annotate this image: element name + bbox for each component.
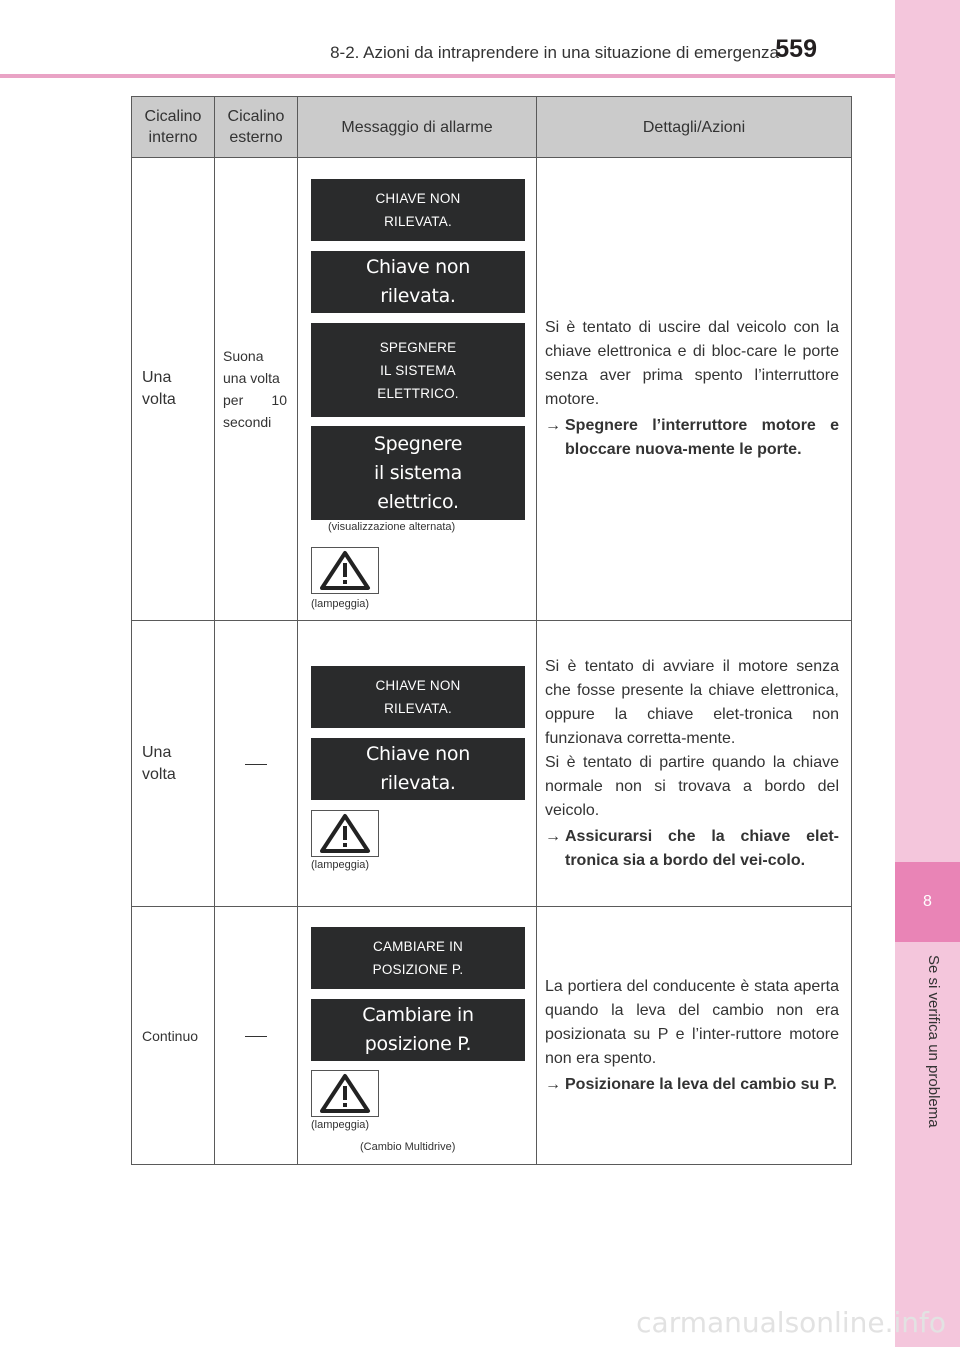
warning-icon-box xyxy=(311,810,379,857)
message-panel: Chiave non rilevata. xyxy=(311,251,525,313)
col-external-buzzer: Cicalino esterno xyxy=(215,97,298,158)
table-row xyxy=(132,621,852,907)
table-row xyxy=(132,158,852,621)
dash-mark xyxy=(245,764,267,765)
warning-icon-box xyxy=(311,1070,379,1117)
details-text: Si è tentato di uscire dal veicolo con la chiave elettronica e di bloc-care le porte senza aver prima spento l’interruttore motore. xyxy=(545,319,839,408)
page-header xyxy=(0,0,895,80)
external-buzzer-cell: Suona una volta per 10 secondi xyxy=(215,158,298,621)
page-number: 559 xyxy=(775,35,817,63)
arrow-icon: → xyxy=(545,1075,561,1093)
action-item xyxy=(545,414,839,462)
warning-triangle-icon xyxy=(312,1071,378,1116)
details-text-2: Si è tentato di partire quando la chiave normale non si trovava a bordo del veicolo. xyxy=(545,753,839,819)
details-text: Si è tentato di avviare il motore senza che fosse presente la chiave elettronica, oppure la chiave elet-tronica non funzionava corretta-mente. xyxy=(545,657,839,747)
warning-message-cell xyxy=(298,621,537,907)
warning-icon-box xyxy=(311,547,379,594)
warning-triangle-icon xyxy=(312,548,378,593)
message-panel: Chiave non rilevata. xyxy=(311,738,525,800)
action-item xyxy=(545,825,839,873)
action-text: Posizionare la leva del cambio su P. xyxy=(565,1075,837,1093)
action-text: Assicurarsi che la chiave elet-tronica sia a bordo del vei-colo. xyxy=(565,827,839,869)
message-panel: CHIAVE NON RILEVATA. xyxy=(311,666,525,728)
header-rule xyxy=(0,74,895,78)
col-warning-message: Messaggio di allarme xyxy=(298,97,537,158)
details-text: La portiera del conducente è stata aperta quando la leva del cambio non era posizionata su P e l’inter-ruttore motore non era spento. xyxy=(545,977,839,1067)
col-details-actions: Dettagli/Azioni xyxy=(537,97,852,158)
flashing-caption: (lampeggia) xyxy=(311,859,370,871)
internal-buzzer-cell: Una volta xyxy=(132,158,215,621)
chapter-tab: 8 xyxy=(895,862,960,942)
external-buzzer-cell xyxy=(215,907,298,1165)
action-text: Spegnere l’interruttore motore e bloccare nuova-mente le porte. xyxy=(565,417,839,458)
arrow-icon: → xyxy=(545,417,561,434)
external-buzzer-cell xyxy=(215,621,298,907)
warning-triangle-icon xyxy=(312,811,378,856)
details-cell xyxy=(537,158,852,621)
side-tab xyxy=(895,0,960,1347)
message-panel: CAMBIARE IN POSIZIONE P. xyxy=(311,927,525,989)
table-row xyxy=(132,907,852,1165)
internal-buzzer-cell: Una volta xyxy=(132,621,215,907)
action-item xyxy=(545,1073,839,1097)
internal-buzzer-cell: Continuo xyxy=(132,907,215,1165)
alternate-display-caption: (visualizzazione alternata) xyxy=(328,521,456,533)
arrow-icon: → xyxy=(545,827,561,845)
message-panel: Cambiare in posizione P. xyxy=(311,999,525,1061)
chapter-label: Se si verifica un problema xyxy=(925,955,942,1128)
section-title: 8-2. Azioni da intraprendere in una situazione di emergenza xyxy=(330,43,779,62)
warning-message-cell xyxy=(298,907,537,1165)
message-panel: CHIAVE NON RILEVATA. xyxy=(311,179,525,241)
dash-mark xyxy=(245,1036,267,1037)
warning-message-cell xyxy=(298,158,537,621)
flashing-caption: (lampeggia) xyxy=(311,598,370,610)
details-cell xyxy=(537,907,852,1165)
flashing-caption: (lampeggia) xyxy=(311,1119,370,1131)
multidrive-caption: (Cambio Multidrive) xyxy=(360,1141,456,1153)
message-panel: Spegnere il sistema elettrico. xyxy=(311,426,525,520)
details-cell xyxy=(537,621,852,907)
message-panel: SPEGNERE IL SISTEMA ELETTRICO. xyxy=(311,323,525,417)
col-internal-buzzer: Cicalino interno xyxy=(132,97,215,158)
warning-message-table xyxy=(131,96,852,1165)
table-header-row xyxy=(132,97,852,158)
watermark: carmanualsonline.info xyxy=(636,1306,946,1339)
